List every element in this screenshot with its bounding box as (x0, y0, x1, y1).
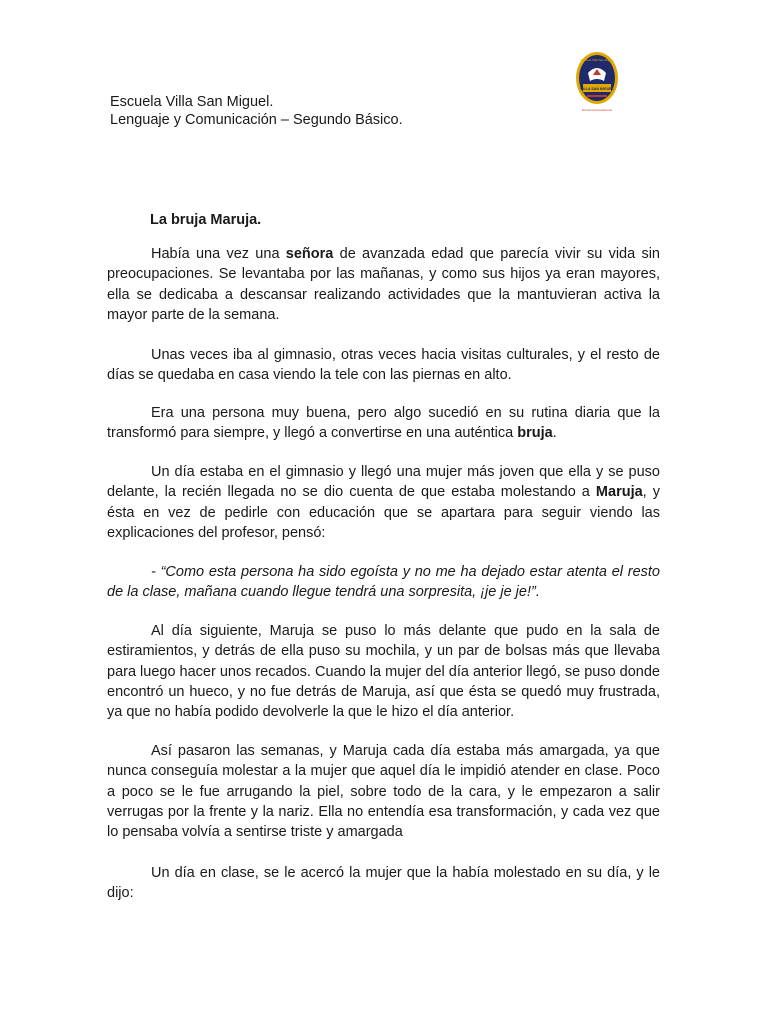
paragraph-8: Un día en clase, se le acercó la mujer que la había molestado en su día, y le dijo: (107, 865, 660, 902)
logo-caption: Excelencia Académica (581, 108, 613, 112)
paragraph-2: Unas veces iba al gimnasio, otras veces hacia visitas culturales, y el resto de días se quedaba en casa viendo la tele con las piernas en alto. (107, 347, 660, 384)
school-crest-icon (574, 51, 620, 121)
paragraph-4 (107, 462, 660, 543)
paragraph-6: Al día siguiente, Maruja se puso lo más delante que pudo en la sala de estiramientos, y detrás de ella puso su mochila, y un par de bolsas más que llevaba para luego hacer unos recados. Cuando la mujer del día anterior llegó, se puso donde encontró un hueco, y no fue detrás de Maruja, así que ésta se quedó muy frustrada, ya que no había podido devolverle la que le hizo el día anterior. (107, 623, 660, 721)
logo-top-text: Escuela Villa San Miguel (580, 58, 614, 62)
paragraph-4-bold-word: Maruja (595, 484, 643, 501)
paragraph-3-text-a: Era una persona muy buena, pero algo sucedió en su rutina diaria que la transformó para siempre, y llegó a convertirse en una auténtica (107, 405, 660, 442)
school-logo (574, 51, 620, 121)
paragraph-7: Así pasaron las semanas, y Maruja cada día estaba más amargada, ya que nunca conseguía molestar a la mujer que aquel día le impidió atender en clase. Poco a poco se le fue arrugando la piel, sobre todo de la cara, y le empezaron a salir verrugas por la frente y la nariz. Ella no entendía esa transformación, y cada vez que lo pensaba volvía a sentirse triste y amargada (107, 743, 660, 841)
paragraph-1 (107, 244, 660, 325)
paragraph-3 (107, 403, 660, 444)
school-name: Escuela Villa San Miguel. (110, 94, 274, 110)
paragraph-1-text-c: de avanzada edad que parecía vivir su vida sin preocupaciones. Se levantaba por las mañanas, y como sus hijos ya eran mayores, ella se dedicaba a descansar realizando actividades que la mantuvieran activa la mayor parte de la semana. (107, 246, 660, 323)
paragraph-3-text-c: . (552, 425, 557, 442)
paragraph-1-text-a: Había una vez una (151, 246, 286, 262)
paragraph-5-quote: - “Como esta persona ha sido egoísta y no me ha dejado estar atenta el resto de la clase, mañana cuando llegue tendrá una sorpresita, ¡je je je!”. (107, 564, 660, 601)
subject-line: Lenguaje y Comunicación – Segundo Básico. (110, 112, 403, 128)
story-title: La bruja Maruja. (150, 212, 262, 228)
logo-main-text: VILLA SAN MIGUEL (580, 87, 614, 91)
document-header (110, 93, 403, 129)
paragraph-4-text-c: , y ésta en vez de pedirle con educación que se apartara para seguir viendo las explicaciones del profesor, pensó: (107, 484, 660, 541)
paragraph-1-bold-word: señora (285, 246, 334, 262)
paragraph-3-bold-word: bruja (517, 425, 553, 442)
paragraph-4-text-a: Un día estaba en el gimnasio y llegó una mujer más joven que ella y se puso delante, la recién llegada no se dio cuenta de que estaba molestando a (107, 464, 660, 501)
